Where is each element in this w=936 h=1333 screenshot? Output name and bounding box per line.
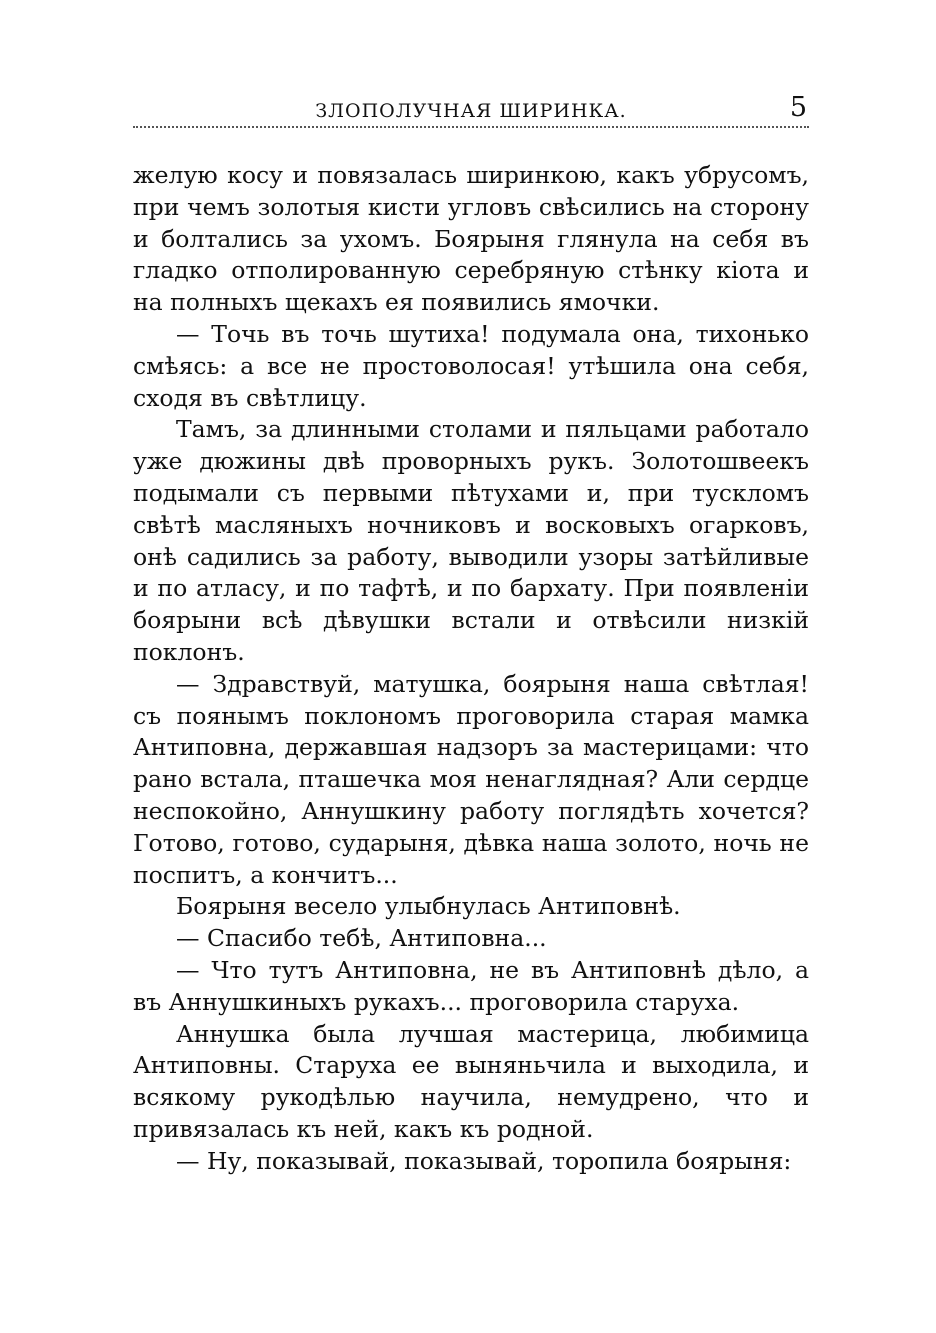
body-text [133,160,809,1178]
page-number: 5 [789,92,807,123]
paragraph: — Ну, показывай, показывай, торопила боярыня: [176,1146,792,1175]
paragraph: — Точь въ точь шутиха! подумала она, тихонько смѣясь: а все не простоволосая! утѣшила она себя, сходя въ свѣтлицу. [133,319,809,412]
header-rule [133,126,809,128]
running-head [133,92,809,132]
paragraph: Тамъ, за длинными столами и пяльцами работало уже дюжины двѣ проворныхъ рукъ. Золотошвеекъ подымали съ первыми пѣтухами и, при тускломъ свѣтѣ масляныхъ ночниковъ и восковыхъ огарковъ, онѣ садились за работу, выводили узоры затѣйливые и по атласу, и по тафтѣ, и по бархату. При появленіи боярыни всѣ дѣвушки встали и отвѣсили низкій поклонъ. [133,415,809,666]
paragraph: Боярыня весело улыбнулась Антиповнѣ. [176,892,681,921]
paragraph: — Здравствуй, матушка, боярыня наша свѣтлая! съ поянымъ поклономъ проговорила старая мамка Антиповна, державшая надзоръ за мастерицами: что рано встала, пташечка моя ненаглядная? Али сердце неспокойно, Аннушкину работу поглядѣть хочется? Готово, готово, сударыня, дѣвка наша золото, ночь не поспитъ, а кончитъ... [133,669,809,889]
paragraph: — Спасибо тебѣ, Антиповна... [176,924,547,953]
running-title: ЗЛОПОЛУЧНАЯ ШИРИНКА. [315,100,627,122]
paragraph: Аннушка была лучшая мастерица, любимица Антиповны. Старуха ее выняньчила и выходила, и всякому рукодѣлью научила, немудрено, что и привязалась къ ней, какъ къ родной. [133,1019,809,1143]
paragraph: желую косу и повязалась ширинкою, какъ убрусомъ, при чемъ золотыя кисти угловъ свѣсились на сторону и болтались за ухомъ. Боярыня глянула на себя въ гладко отполированную серебряную стѣнку кіота и на полныхъ щекахъ ея появились ямочки. [133,161,809,317]
paragraph: — Что тутъ Антиповна, не въ Антиповнѣ дѣло, а въ Аннушкиныхъ рукахъ... проговорила старуха. [133,955,809,1016]
